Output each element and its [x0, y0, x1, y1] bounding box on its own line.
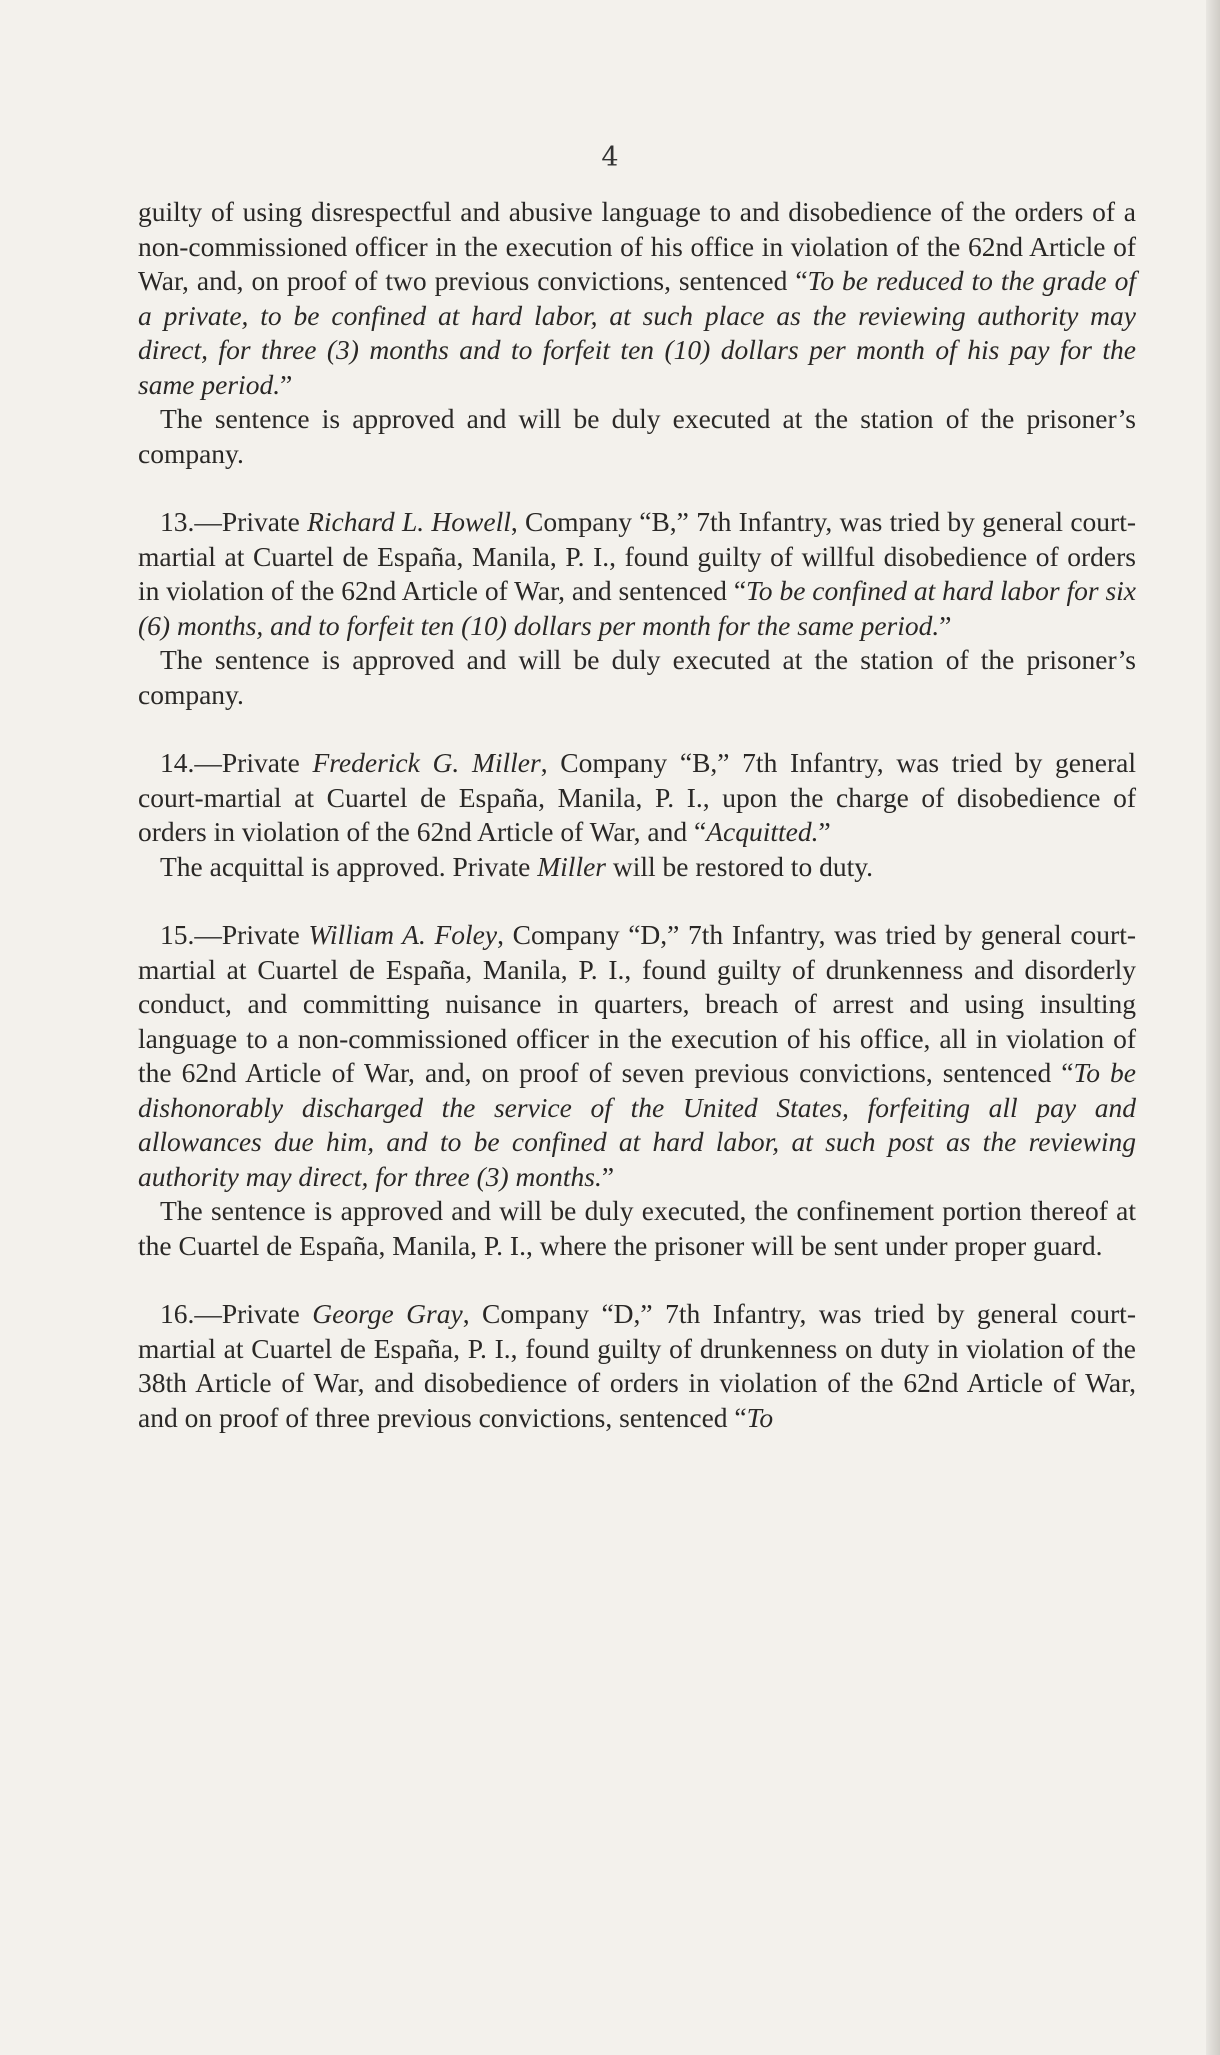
case-prefix: —Private: [194, 919, 309, 950]
case-paragraph-13: [138, 505, 1136, 643]
case-sentence: To: [746, 1401, 774, 1433]
continuation-action: The sentence is approved and will be duly executed at the station of the prisoner’s company.: [138, 403, 1136, 469]
case-prefix: —Private: [194, 506, 308, 537]
case-sentence: To be dishonorably discharged the service of the United States, forfeiting all pay and allowances due him, and to be confined at hard labor, at such post as the reviewing authority may direct, for three (3) months.: [138, 1057, 1136, 1192]
case-text: , Company “D,” 7th Infantry, was tried by general court-martial at Cuartel de España, Manila, P. I., found guilty of drunkenness and disorderly conduct, and committing nuisance in quarters, breach of arrest and using insulting language to a non-commissioned officer in the execution of his office, all in violation of the 62nd Article of War, and, on proof of seven previous convictions, sentenced “: [138, 919, 1136, 1088]
case-paragraph-15: [138, 918, 1136, 1194]
document-body: [138, 195, 1136, 1435]
case-paragraph-14: [138, 746, 1136, 850]
case-prefix: —Private: [194, 1298, 313, 1329]
case-text: , Company “B,” 7th Infantry, was tried by general court-martial at Cuartel de España, Manila, P. I., found guilty of willful disobedience of orders in violation of the 62nd Article of War, and sentenced “: [138, 506, 1136, 606]
continuation-sentence: To be reduced to the grade of a private, to be confined at hard labor, at such place as the reviewing authority may direct, for three (3) months and to forfeit ten (10) dollars per month of his pay for the same period.: [138, 265, 1137, 400]
case-number: 16.: [160, 1298, 195, 1329]
case-close-quote: ”: [939, 609, 952, 641]
case-close-quote: ”: [601, 1160, 615, 1192]
case-name: Frederick G. Miller: [312, 747, 541, 778]
case-action-text-end: will be restored to duty.: [606, 850, 874, 882]
continuation-text: guilty of using disrespectful and abusive language to and disobedience of the orders of a non-commissioned officer in the execution of his office in violation of the 62nd Article of War, and, on proof of two previous convictions, sentenced “: [138, 196, 1136, 296]
case-name: Richard L. Howell: [307, 506, 511, 537]
case-close-quote: ”: [818, 816, 831, 847]
page-number: 4: [601, 142, 619, 173]
case-text: , Company “B,” 7th Infantry, was tried by general court-martial at Cuartel de España, Manila, P. I., upon the charge of disobedience of orders in violation of the 62nd Article of War, and “: [138, 747, 1136, 847]
case-sentence: Acquitted.: [706, 816, 819, 847]
case-text: , Company “D,” 7th Infantry, was tried by general court-martial at Cuartel de España, P. I., found guilty of drunkenness on duty in violation of the 38th Article of War, and disobedience of orders in violation of the 62nd Article of War, and on proof of three previous convictions, sentenced “: [138, 1298, 1136, 1433]
case-action-13: The sentence is approved and will be duly executed at the station of the prisoner’s company.: [138, 644, 1136, 710]
continuation-close-quote: ”: [280, 368, 293, 400]
case-action-15: The sentence is approved and will be duly executed, the confinement portion thereof at the Cuartel de España, Manila, P. I., where the prisoner will be sent under proper guard.: [138, 1195, 1136, 1261]
continuation-paragraph: [138, 195, 1136, 402]
case-action-14: [138, 850, 1136, 885]
case-number: 13.: [160, 506, 195, 537]
case-sentence: To be confined at hard labor for six (6) months, and to forfeit ten (10) dollars per month for the same period.: [138, 575, 1136, 641]
case-name: George Gray: [312, 1298, 463, 1329]
case-paragraph-16: [138, 1297, 1136, 1435]
case-number: 15.: [160, 919, 195, 950]
page-edge: [1206, 0, 1220, 2055]
case-prefix: —Private: [194, 747, 313, 778]
case-name: William A. Foley: [308, 919, 498, 950]
case-action-text: The acquittal is approved. Private: [160, 850, 538, 882]
case-number: 14.: [160, 747, 195, 778]
case-action-name: Miller: [537, 850, 606, 882]
